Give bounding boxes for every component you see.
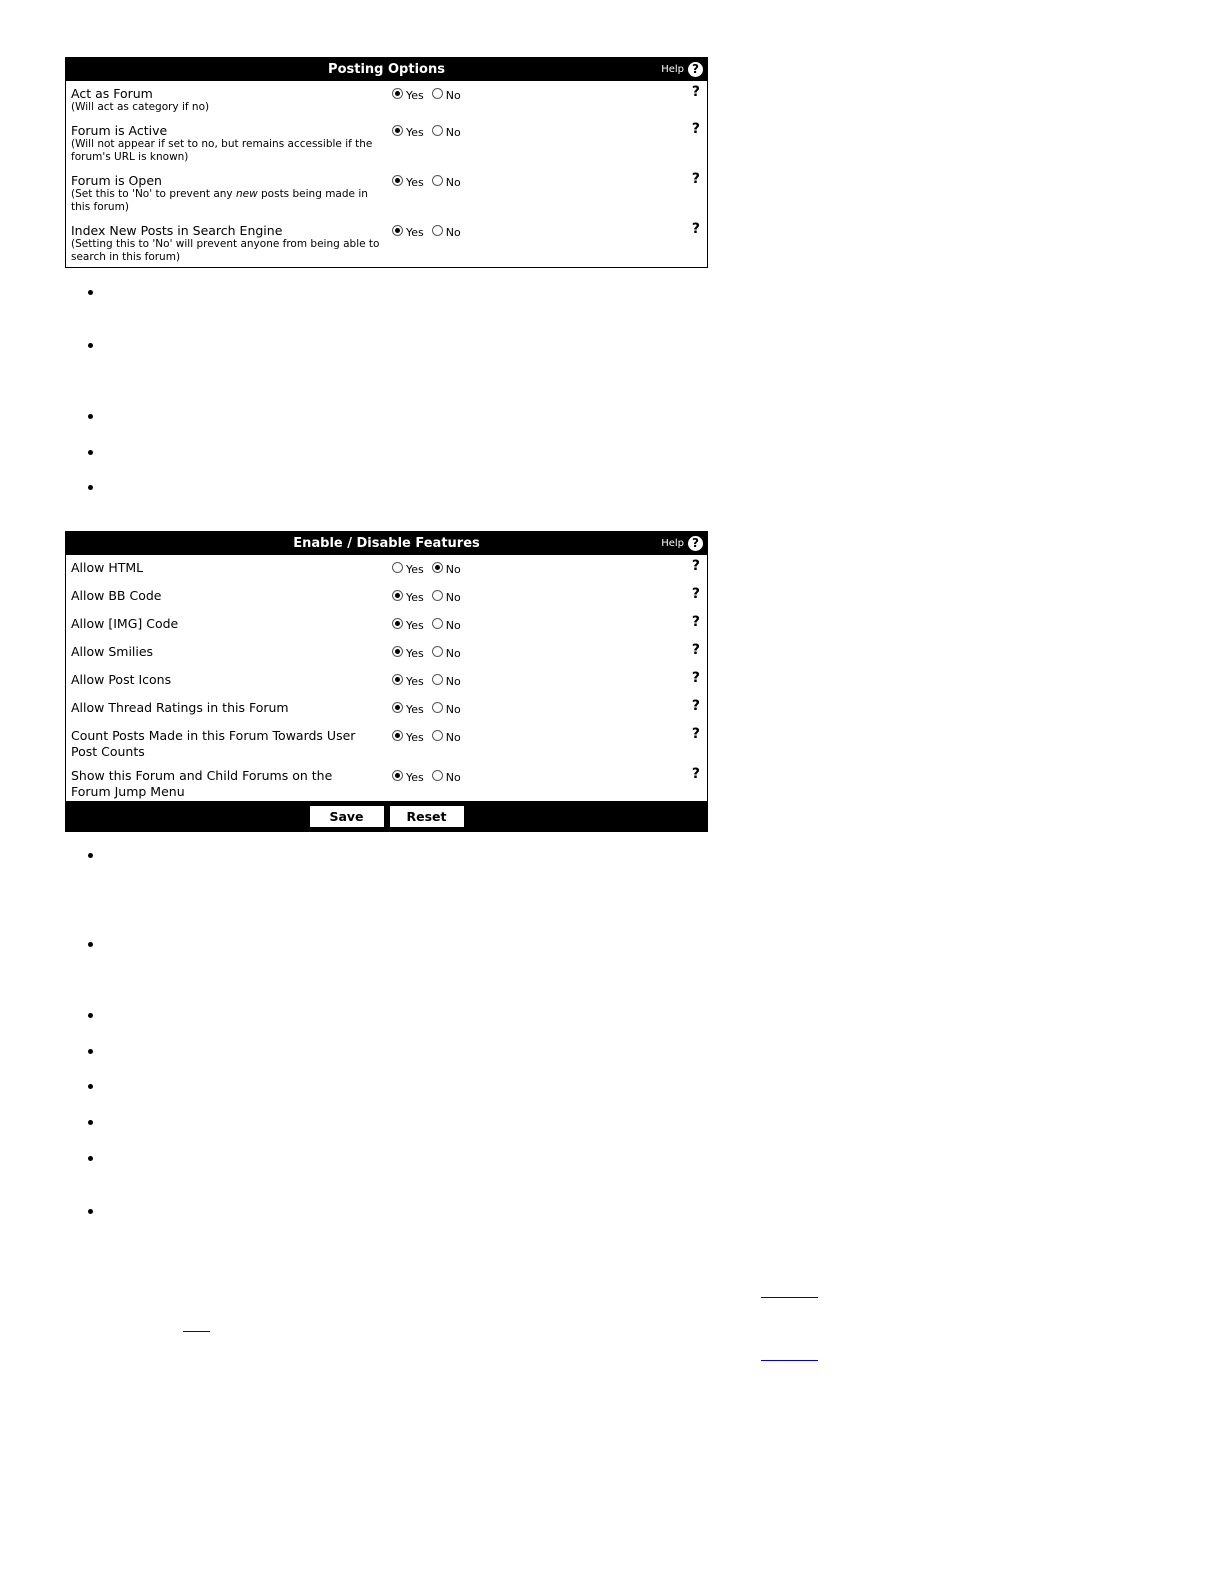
yes-no-radios	[392, 647, 469, 660]
yes-radio[interactable]	[392, 125, 403, 136]
option-title: Allow [IMG] Code	[71, 616, 179, 631]
question-mark-icon[interactable]: ?	[691, 171, 700, 187]
option-row-forum-is-open	[66, 168, 707, 218]
no-radio[interactable]	[432, 770, 443, 781]
option-label	[71, 644, 383, 659]
no-radio[interactable]	[432, 674, 443, 685]
option-label	[71, 86, 383, 114]
option-label	[71, 728, 381, 760]
yes-radio[interactable]	[392, 618, 403, 629]
help-label: Help	[661, 64, 684, 75]
feature-row-allow-smilies	[66, 639, 707, 667]
yes-radio[interactable]	[392, 175, 403, 186]
yes-label: Yes	[406, 675, 424, 688]
yes-label: Yes	[406, 647, 424, 660]
no-radio[interactable]	[432, 618, 443, 629]
help-link[interactable]	[661, 58, 703, 81]
yes-no-radios	[392, 126, 469, 139]
yes-label: Yes	[406, 703, 424, 716]
yes-radio[interactable]	[392, 770, 403, 781]
no-radio[interactable]	[432, 646, 443, 657]
list-bullet	[88, 414, 93, 419]
list-bullet	[88, 485, 93, 490]
option-title: Allow HTML	[71, 560, 144, 575]
form-footer	[66, 801, 707, 831]
yes-no-radios	[392, 176, 469, 189]
no-label: No	[445, 89, 461, 102]
features-panel	[65, 531, 708, 832]
question-mark-icon[interactable]: ?	[691, 121, 700, 137]
question-mark-icon[interactable]: ?	[691, 614, 700, 630]
feature-row-allow-thread-ratings	[66, 695, 707, 723]
no-label: No	[445, 176, 461, 189]
option-title: Allow BB Code	[71, 588, 162, 603]
option-label	[71, 588, 383, 603]
option-row-forum-is-active	[66, 118, 707, 168]
save-button[interactable]: Save	[310, 806, 384, 827]
list-bullet	[88, 1120, 93, 1125]
feature-row-show-in-forum-jump	[66, 763, 707, 801]
question-mark-icon[interactable]: ?	[691, 558, 700, 574]
list-bullet	[88, 290, 93, 295]
feature-row-count-posts	[66, 723, 707, 763]
list-bullet	[88, 942, 93, 947]
option-label	[71, 672, 383, 687]
no-label: No	[445, 591, 461, 604]
description-emphasis: new	[235, 188, 258, 200]
help-circle-icon[interactable]: ?	[688, 62, 703, 77]
no-label: No	[445, 126, 461, 139]
list-bullet	[88, 1013, 93, 1018]
yes-radio[interactable]	[392, 674, 403, 685]
yes-no-radios	[392, 771, 469, 784]
yes-label: Yes	[406, 591, 424, 604]
no-label: No	[445, 226, 461, 239]
yes-radio[interactable]	[392, 88, 403, 99]
list-bullet	[88, 1049, 93, 1054]
yes-radio[interactable]	[392, 702, 403, 713]
option-label	[71, 123, 383, 164]
no-radio[interactable]	[432, 175, 443, 186]
yes-radio[interactable]	[392, 730, 403, 741]
no-radio[interactable]	[432, 562, 443, 573]
yes-label: Yes	[406, 619, 424, 632]
list-bullet	[88, 1156, 93, 1161]
features-header	[66, 532, 707, 555]
yes-no-radios	[392, 226, 469, 239]
yes-radio[interactable]	[392, 225, 403, 236]
panel-title: Posting Options	[328, 62, 445, 77]
question-mark-icon[interactable]: ?	[691, 766, 700, 782]
question-mark-icon[interactable]: ?	[691, 670, 700, 686]
option-description: (Setting this to 'No' will prevent anyone from being able to search in this forum)	[71, 238, 380, 263]
link-underline[interactable]	[761, 1360, 818, 1361]
question-mark-icon[interactable]: ?	[691, 726, 700, 742]
help-circle-icon[interactable]: ?	[688, 536, 703, 551]
link-underline[interactable]	[183, 1331, 210, 1332]
yes-no-radios	[392, 591, 469, 604]
yes-label: Yes	[406, 126, 424, 139]
yes-no-radios	[392, 675, 469, 688]
yes-no-radios	[392, 703, 469, 716]
option-title: Allow Post Icons	[71, 672, 172, 687]
no-radio[interactable]	[432, 590, 443, 601]
feature-row-allow-html	[66, 555, 707, 583]
option-title: Allow Smilies	[71, 644, 154, 659]
question-mark-icon[interactable]: ?	[691, 586, 700, 602]
option-description: (Will not appear if set to no, but remains accessible if the forum's URL is known)	[71, 138, 373, 163]
no-label: No	[445, 703, 461, 716]
no-radio[interactable]	[432, 730, 443, 741]
no-label: No	[445, 675, 461, 688]
question-mark-icon[interactable]: ?	[691, 698, 700, 714]
yes-radio[interactable]	[392, 646, 403, 657]
yes-no-radios	[392, 563, 469, 576]
option-label	[71, 560, 383, 575]
no-radio[interactable]	[432, 225, 443, 236]
option-title: Allow Thread Ratings in this Forum	[71, 700, 289, 715]
yes-no-radios	[392, 731, 469, 744]
option-title: Show this Forum and Child Forums on the Forum Jump Menu	[71, 768, 333, 799]
option-row-act-as-forum	[66, 81, 707, 118]
list-bullet	[88, 450, 93, 455]
posting-options-header	[66, 58, 707, 81]
feature-row-allow-post-icons	[66, 667, 707, 695]
no-label: No	[445, 647, 461, 660]
option-row-index-new-posts	[66, 218, 707, 267]
question-mark-icon[interactable]: ?	[691, 221, 700, 237]
posting-options-panel	[65, 57, 708, 268]
yes-label: Yes	[406, 176, 424, 189]
no-radio[interactable]	[432, 702, 443, 713]
yes-label: Yes	[406, 563, 424, 576]
option-title: Forum is Open	[71, 173, 162, 188]
yes-label: Yes	[406, 89, 424, 102]
list-bullet	[88, 1209, 93, 1214]
no-radio[interactable]	[432, 88, 443, 99]
no-radio[interactable]	[432, 125, 443, 136]
description-text: (Set this to 'No' to prevent any	[71, 188, 236, 200]
option-label	[71, 173, 383, 214]
option-description: (Will act as category if no)	[71, 101, 210, 113]
yes-radio[interactable]	[392, 590, 403, 601]
yes-label: Yes	[406, 226, 424, 239]
yes-label: Yes	[406, 731, 424, 744]
option-description	[71, 188, 383, 214]
feature-row-allow-img-code	[66, 611, 707, 639]
feature-row-allow-bb-code	[66, 583, 707, 611]
yes-no-radios	[392, 89, 469, 102]
option-title: Index New Posts in Search Engine	[71, 223, 283, 238]
description-text: posts being made in this forum)	[71, 188, 368, 213]
help-label: Help	[661, 538, 684, 549]
no-label: No	[445, 771, 461, 784]
link-underline[interactable]	[761, 1297, 818, 1298]
option-label	[71, 700, 383, 715]
option-title: Act as Forum	[71, 86, 153, 101]
help-link[interactable]	[661, 532, 703, 555]
no-label: No	[445, 731, 461, 744]
no-label: No	[445, 563, 461, 576]
yes-no-radios	[392, 619, 469, 632]
list-bullet	[88, 853, 93, 858]
option-title: Forum is Active	[71, 123, 168, 138]
option-label	[71, 616, 383, 631]
question-mark-icon[interactable]: ?	[691, 84, 700, 100]
list-bullet	[88, 343, 93, 348]
option-label	[71, 223, 383, 264]
no-label: No	[445, 619, 461, 632]
option-title: Count Posts Made in this Forum Towards User Post Counts	[71, 728, 356, 759]
yes-label: Yes	[406, 771, 424, 784]
option-label	[71, 768, 361, 800]
reset-button[interactable]: Reset	[390, 806, 464, 827]
yes-radio[interactable]	[392, 562, 403, 573]
panel-title: Enable / Disable Features	[293, 536, 480, 551]
list-bullet	[88, 1084, 93, 1089]
question-mark-icon[interactable]: ?	[691, 642, 700, 658]
